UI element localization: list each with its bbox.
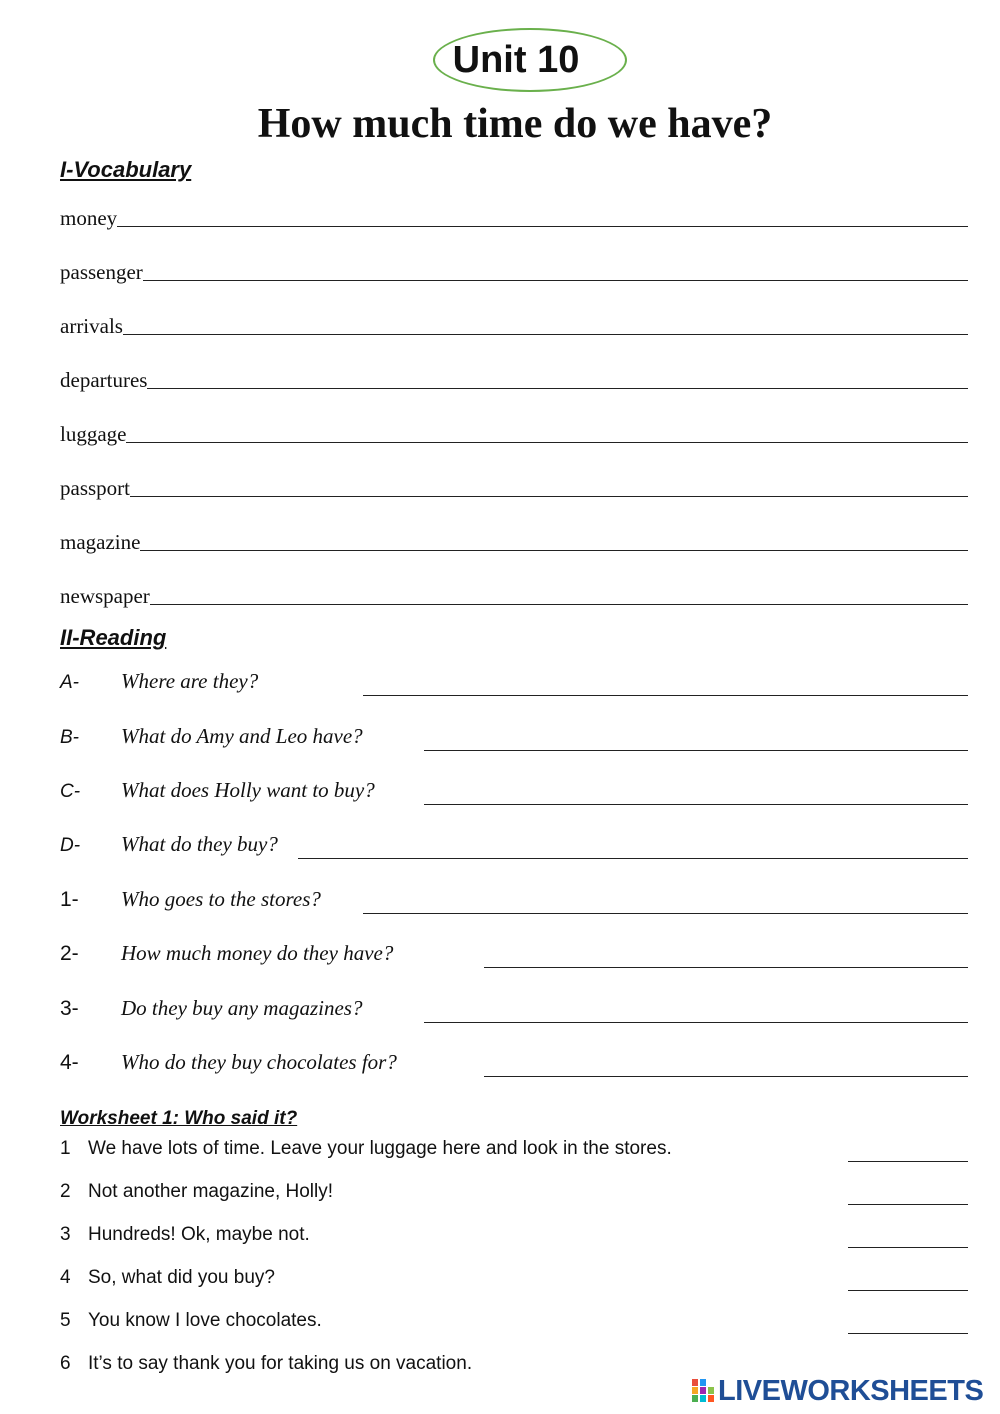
question-label: C- xyxy=(60,781,81,802)
logo-text: LIVEWORKSHEETS xyxy=(718,1374,984,1407)
answer-line[interactable] xyxy=(140,549,968,551)
answer-line[interactable] xyxy=(130,495,968,497)
unit-title: Unit 10 xyxy=(452,38,580,81)
vocab-word: money xyxy=(60,206,118,230)
vocab-word: departures xyxy=(60,368,148,392)
item-number: 2 xyxy=(60,1181,71,1202)
answer-line[interactable] xyxy=(126,441,968,443)
question-label: 2- xyxy=(60,942,79,965)
question-text: Do they buy any magazines? xyxy=(121,996,363,1020)
answer-line[interactable] xyxy=(298,857,968,859)
item-text: We have lots of time. Leave your luggage here and look in the stores. xyxy=(88,1138,672,1159)
vocab-word: luggage xyxy=(60,422,127,446)
question-label: 4- xyxy=(60,1051,79,1074)
vocab-word: newspaper xyxy=(60,584,150,608)
question-text: Who goes to the stores? xyxy=(121,887,321,911)
question-row xyxy=(60,886,968,916)
worksheet-item xyxy=(60,1136,968,1164)
question-row xyxy=(60,1049,968,1079)
vocab-row xyxy=(60,200,968,230)
vocab-row xyxy=(60,416,968,446)
item-number: 1 xyxy=(60,1138,71,1159)
answer-line[interactable] xyxy=(363,694,968,696)
reading-heading: II-Reading xyxy=(60,625,167,650)
answer-line[interactable] xyxy=(424,749,968,751)
question-row xyxy=(60,723,968,753)
vocab-row xyxy=(60,362,968,392)
item-number: 6 xyxy=(60,1353,71,1374)
answer-line[interactable] xyxy=(424,1021,968,1023)
vocab-row xyxy=(60,470,968,500)
answer-line[interactable] xyxy=(117,225,968,227)
vocab-row xyxy=(60,524,968,554)
logo-blocks-icon xyxy=(692,1378,714,1404)
item-text: You know I love chocolates. xyxy=(88,1310,322,1331)
answer-line[interactable] xyxy=(123,333,968,335)
worksheet-item xyxy=(60,1179,968,1207)
item-text: Not another magazine, Holly! xyxy=(88,1181,334,1202)
question-label: A- xyxy=(60,672,79,693)
vocab-word: magazine xyxy=(60,530,141,554)
item-number: 5 xyxy=(60,1310,71,1331)
question-row xyxy=(60,777,968,807)
question-row xyxy=(60,940,968,970)
answer-line[interactable] xyxy=(150,603,968,605)
question-text: How much money do they have? xyxy=(121,941,394,965)
question-label: B- xyxy=(60,727,79,748)
answer-line[interactable] xyxy=(848,1160,968,1162)
vocab-word: passenger xyxy=(60,260,143,284)
answer-line[interactable] xyxy=(484,966,968,968)
answer-line[interactable] xyxy=(424,803,968,805)
item-text: So, what did you buy? xyxy=(88,1267,275,1288)
vocab-row xyxy=(60,308,968,338)
question-text: What does Holly want to buy? xyxy=(121,778,375,802)
item-text: It’s to say thank you for taking us on vacation. xyxy=(88,1353,473,1374)
answer-line[interactable] xyxy=(143,279,968,281)
question-text: What do Amy and Leo have? xyxy=(121,724,363,748)
answer-line[interactable] xyxy=(848,1289,968,1291)
answer-line[interactable] xyxy=(848,1246,968,1248)
worksheet-item xyxy=(60,1308,968,1336)
question-text: Who do they buy chocolates for? xyxy=(121,1050,397,1074)
item-text: Hundreds! Ok, maybe not. xyxy=(88,1224,310,1245)
vocab-word: arrivals xyxy=(60,314,123,338)
answer-line[interactable] xyxy=(484,1075,968,1077)
vocabulary-heading: I-Vocabulary xyxy=(60,157,192,182)
question-text: Where are they? xyxy=(121,669,259,693)
question-row xyxy=(60,831,968,861)
question-label: 1- xyxy=(60,888,79,911)
liveworksheets-logo xyxy=(692,1374,983,1408)
question-label: 3- xyxy=(60,997,79,1020)
question-text: What do they buy? xyxy=(121,832,278,856)
vocab-row xyxy=(60,578,968,608)
page-title: How much time do we have? xyxy=(257,101,773,147)
question-label: D- xyxy=(60,835,81,856)
item-number: 3 xyxy=(60,1224,71,1245)
question-row xyxy=(60,995,968,1025)
answer-line[interactable] xyxy=(848,1332,968,1334)
worksheet-item xyxy=(60,1265,968,1293)
vocab-row xyxy=(60,254,968,284)
answer-line[interactable] xyxy=(363,912,968,914)
item-number: 4 xyxy=(60,1267,71,1288)
answer-line[interactable] xyxy=(848,1203,968,1205)
worksheet-item xyxy=(60,1222,968,1250)
vocab-word: passport xyxy=(60,476,130,500)
question-row xyxy=(60,668,968,698)
answer-line[interactable] xyxy=(147,387,968,389)
worksheet-heading: Worksheet 1: Who said it? xyxy=(60,1108,298,1129)
